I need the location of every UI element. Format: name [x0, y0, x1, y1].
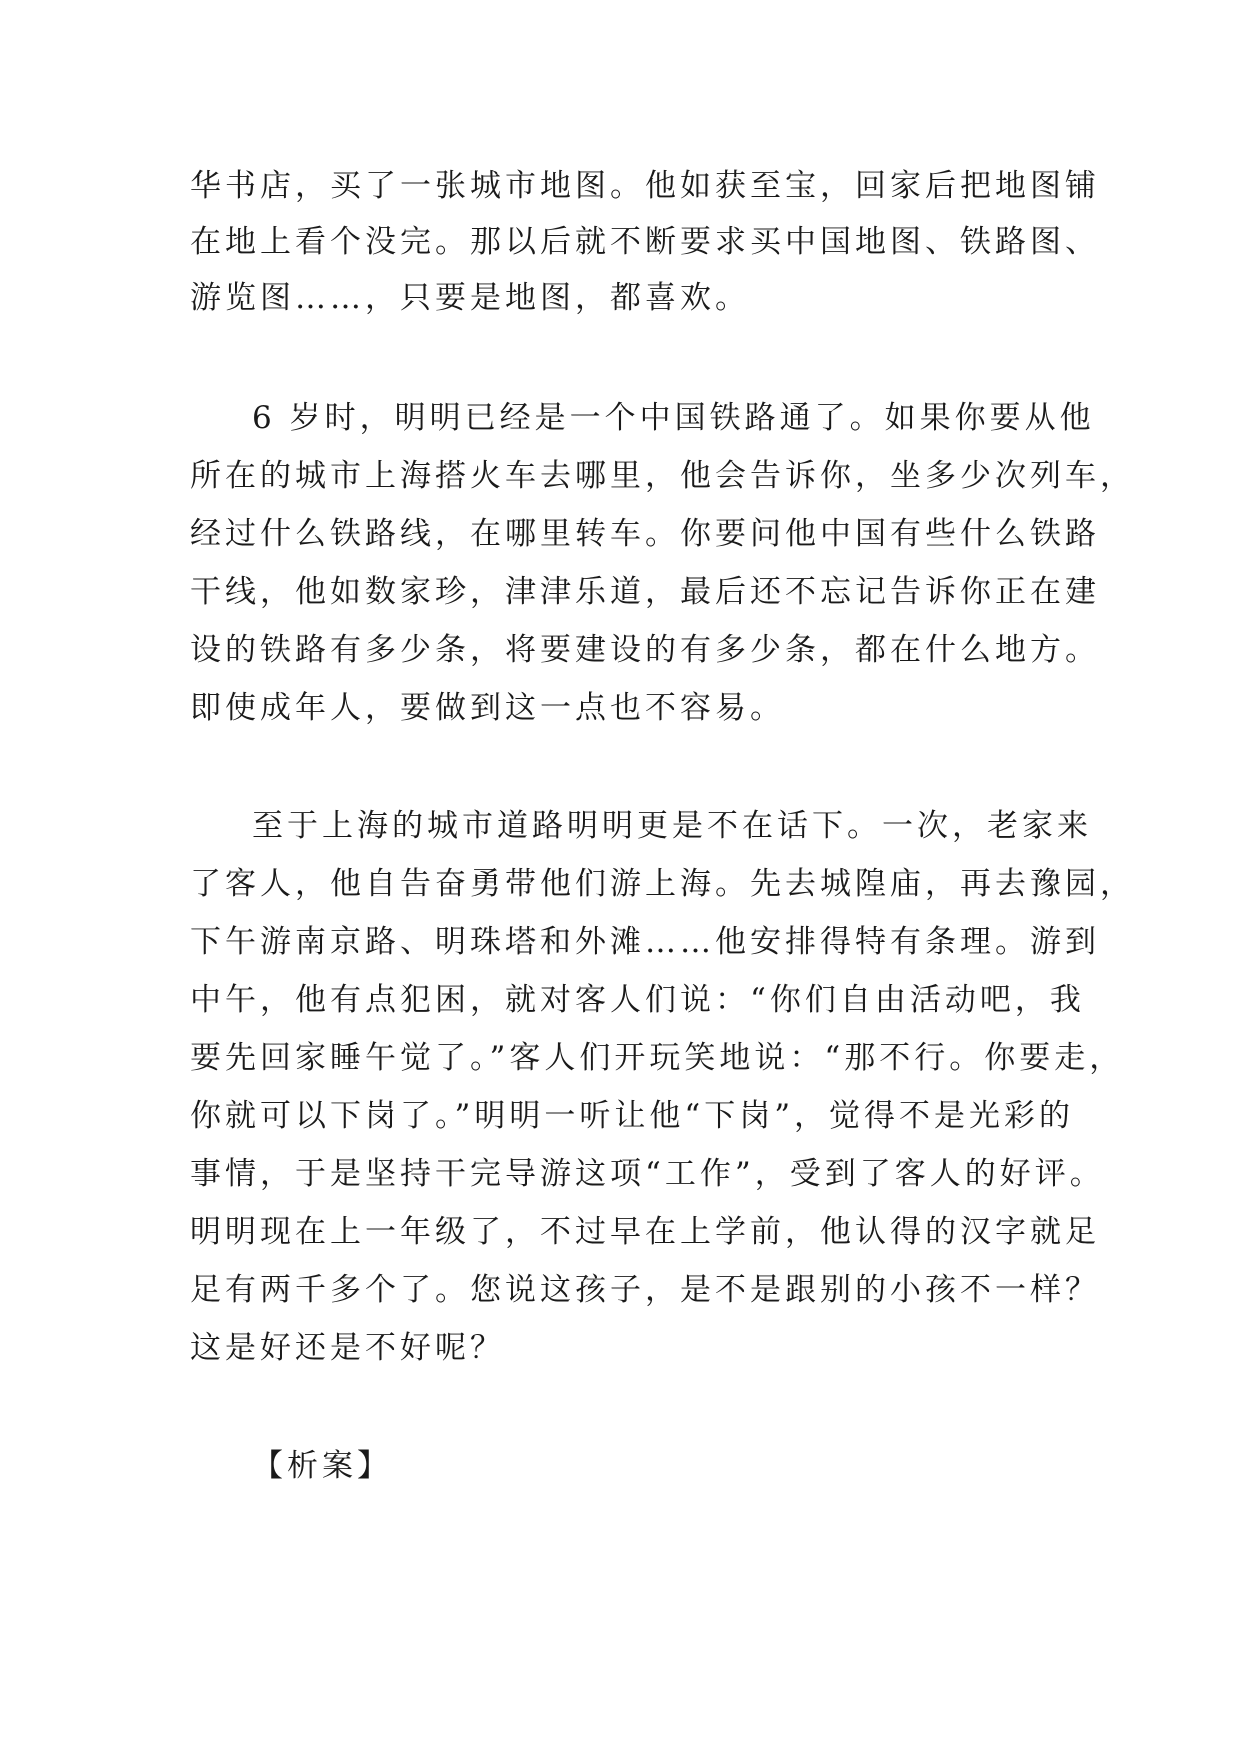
paragraph-2-line-3: 经过什么铁路线，在哪里转车。你要问他中国有些什么铁路 — [190, 516, 1100, 552]
paragraph-3-line-6: 你就可以下岗了。”明明一听让他“下岗”，觉得不是光彩的 — [190, 1098, 1075, 1134]
paragraph-1-line-1: 华书店，买了一张城市地图。他如获至宝，回家后把地图铺 — [190, 168, 1100, 204]
paragraph-3-line-8: 明明现在上一年级了，不过早在上学前，他认得的汉字就足 — [190, 1214, 1100, 1250]
paragraph-2-line-6: 即使成年人，要做到这一点也不容易。 — [190, 690, 785, 726]
paragraph-2-line-1: 6 岁时，明明已经是一个中国铁路通了。如果你要从他 — [252, 400, 1095, 436]
paragraph-3-line-2: 了客人，他自告奋勇带他们游上海。先去城隍庙，再去豫园， — [190, 866, 1135, 902]
paragraph-3-line-4: 中午，他有点犯困，就对客人们说：“你们自由活动吧，我 — [190, 982, 1085, 1018]
paragraph-2-line-2: 所在的城市上海搭火车去哪里，他会告诉你，坐多少次列车， — [190, 458, 1135, 494]
paragraph-3-line-1: 至于上海的城市道路明明更是不在话下。一次，老家来 — [252, 808, 1092, 844]
paragraph-3-line-9: 足有两千多个了。您说这孩子，是不是跟别的小孩不一样？ — [190, 1272, 1100, 1308]
paragraph-2-line-5: 设的铁路有多少条，将要建设的有多少条，都在什么地方。 — [190, 632, 1100, 668]
section-heading: 【析案】 — [252, 1448, 392, 1484]
paragraph-1-line-3: 游览图……，只要是地图，都喜欢。 — [190, 280, 750, 316]
paragraph-2-line-4: 干线，他如数家珍，津津乐道，最后还不忘记告诉你正在建 — [190, 574, 1100, 610]
paragraph-3-line-10: 这是好还是不好呢？ — [190, 1330, 505, 1366]
paragraph-3-line-7: 事情，于是坚持干完导游这项“工作”，受到了客人的好评。 — [190, 1156, 1105, 1192]
paragraph-3-line-5: 要先回家睡午觉了。”客人们开玩笑地说：“那不行。你要走， — [190, 1040, 1125, 1076]
paragraph-3-line-3: 下午游南京路、明珠塔和外滩……他安排得特有条理。游到 — [190, 924, 1100, 960]
paragraph-1-line-2: 在地上看个没完。那以后就不断要求买中国地图、铁路图、 — [190, 224, 1100, 260]
